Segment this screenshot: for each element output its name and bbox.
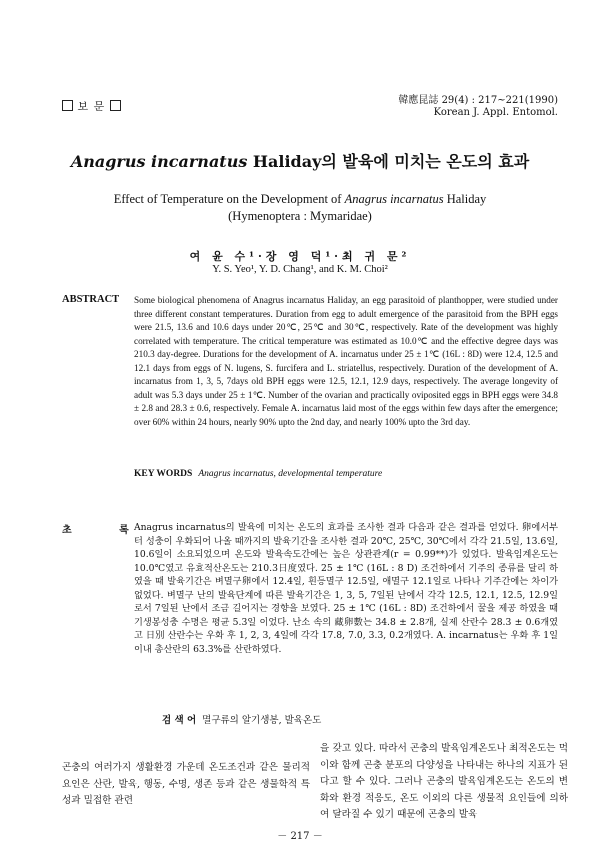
keywords-text: Anagrus incarnatus, developmental temperature [198,469,383,479]
authors-korean: 여 윤 수¹·장 영 덕¹·최 귀 문² [189,250,411,263]
journal-citation: 韓應昆誌 29(4) : 217~221(1990) [398,95,558,106]
section-label-text: 보 문 [77,100,106,113]
english-title [0,191,600,225]
korean-abstract-label: 초 록 [62,525,151,536]
box-icon [110,100,121,111]
journal-info [398,95,558,119]
authors-english: Y. S. Yeo¹, Y. D. Chang¹, and K. M. Choi² [212,264,388,275]
body-right-column: 을 갖고 있다. 따라서 곤충의 발육임계온도나 최적온도는 먹이와 함께 곤충 분포의 다양성을 나타내는 하나의 지표가 된다고 할 수 있다. 그러나 곤충의 발육임계온도는 온도의 변화와 환경 적응도, 온도 이외의 다른 생물적 요인들에 의하여 달라질 수 있기 때문에 곤충의 발육 [320,743,568,820]
english-title-species: Anagrus incarnatus [344,192,444,206]
english-title-line1 [0,191,600,208]
abstract-label: ABSTRACT [62,294,120,305]
korean-keywords-text: 멸구류의 알기생봉, 발육온도 [202,715,322,726]
korean-keywords [162,712,321,726]
english-title-pre: Effect of Temperature on the Development of [113,192,345,206]
abstract-text: Some biological phenomena of Anagrus incarnatus Haliday, an egg parasitoid of planthopper, were studied under three different constant temperatures. Duration from egg to adult emergence of the parasitoid from the BPH eggs were 21.5, 13.6 and 10.6 days under 20℃, 25℃ and 30℃, respectively. Rate of the development was highly correlated with temperature. The critical temperature was estimated as 10.0℃ and the effective degree days was 210.3 day-degree. Durations for the development of A. incarnatus under 25 ± 1℃ (16L : 8D) were 12.4, 12.5 and 12.1 days from eggs of N. lugens, S. furcifera and L. striatellus, respectively. Duration of the development of A. incarnatus from 1, 3, 5, 7days old BPH eggs were 12.5, 12.1, 12.9 days, respectively. The average longevity of adult was 5.3 days under 25 ± 1℃. Number of the ovarian and practically oviposited eggs in BPH eggs were 34.8 ± 2.8 and 28.3 ± 0.6, respectively. Female A. incarnatus laid most of the eggs within few days after the emergence; over 60% within 24 hours, nearly 90% upto the 2nd day, and nearly 100% upto the 3rd day. [134,295,558,427]
section-label [62,98,121,114]
keywords [134,469,382,479]
korean-abstract-text: Anagrus incarnatus의 발육에 미치는 온도의 효과를 조사한 결과 다음과 같은 결과를 얻었다. 卵에서부터 성충이 우화되어 나올 때까지의 발육기간을 조사한 결과 20℃, 25℃, 30℃에서 각각 21.5일, 13.6일, 10.6일이 소요되었으며 온도와 발육속도간에는 높은 상관관계(r = 0.99**)가 있었다. 발육임계온도는 10.0℃였고 유효적산온도는 210.3日度였다. 25 ± 1℃ (16L : 8 D) 조건하에서 기주의 종류를 달리 하였을 때 발육기간은 벼멸구卵에서 12.4일, 흰등멸구 12.5일, 애멸구 12.1일로 나타나 기주간에는 차이가 없었다. 벼멸구 난의 발육단계에 따른 발육기간은 1, 3, 5, 7일된 난에서 각각 12.5, 12.1, 12.5, 12.9일로서 7일된 난에서 조금 길어지는 경향을 보였다. 25 ± 1℃ (16L : 8D) 조건하에서 꿀을 제공 하였을 때 기생봉성충 수명은 평균 5.3일 이었다. 난소 속의 藏卵數는 34.8 ± 2.8개, 실제 산란수 28.3 ± 0.6개였고 日別 산란수는 우화 후 1, 2, 3, 4일에 각각 17.8, 7.0, 3.3, 0.2개였다. A. incarnatus는 우화 후 1일 이내 총산란의 63.3%를 산란하였다. [134,522,558,655]
page-number: － 217 － [277,831,323,842]
box-icon [62,100,73,111]
english-title-post: Haliday [443,192,487,206]
english-title-line2: (Hymenoptera : Mymaridae) [228,209,372,223]
keywords-label: KEY WORDS [134,469,193,479]
body-left-column: 곤충의 여러가지 생활환경 가운데 온도조건과 같은 물리적 요인은 산란, 발육, 행동, 수명, 생존 등과 같은 생물학적 특성과 밀접한 관련 [62,762,310,806]
korean-keywords-label: 검 색 어 [162,715,197,726]
journal-name: Korean J. Appl. Entomol. [433,107,558,118]
korean-title [0,149,600,172]
korean-title-species: Anagrus incarnatus [70,152,248,171]
korean-title-rest: Haliday의 발육에 미치는 온도의 효과 [247,152,530,171]
